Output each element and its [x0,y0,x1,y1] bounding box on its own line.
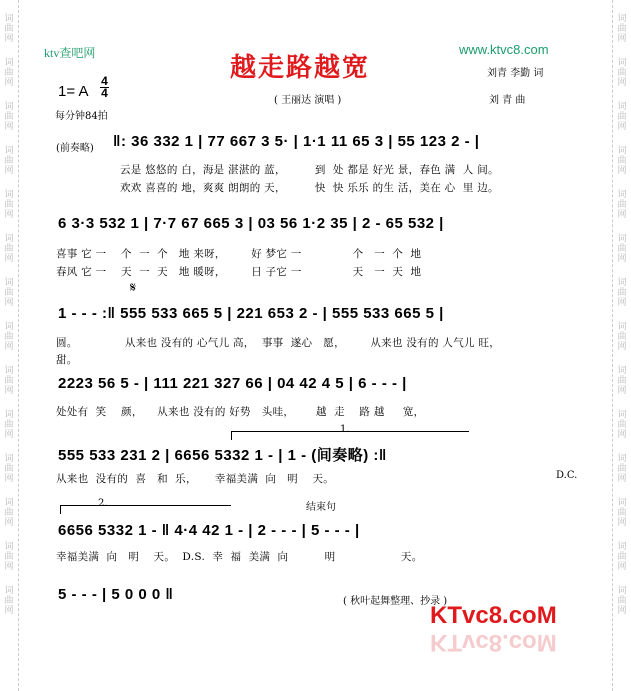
watermark-char: 词 [4,278,14,288]
watermark-char: 网 [617,562,627,572]
watermark-char: 网 [617,34,627,44]
site-name-left: ktv查吧网 [44,46,96,60]
watermark-unit [617,322,626,352]
lyrics-row-2-verse-1: 喜事 它 一 个 一 个 地 来呀， 好 梦它 一 个 一 个 地 [56,248,422,260]
watermark-unit [617,498,626,528]
watermark-char: 曲 [4,508,14,518]
watermark-char: 网 [4,254,14,264]
watermark-unit [617,366,626,396]
watermark-char: 曲 [4,376,14,386]
song-title: 越走路越宽 [230,53,371,83]
watermark-char: 网 [4,210,14,220]
watermark-unit [617,234,626,264]
watermark-char: 曲 [617,376,627,386]
watermark-char: 词 [617,498,627,508]
watermark-char: 曲 [617,244,627,254]
watermark-char: 曲 [4,200,14,210]
watermark-char: 曲 [617,68,627,78]
lyrics-row-1-verse-2: 欢欢 喜喜的 地，爽爽 朗朗的 天， 快 快 乐乐 的生 活，美在 心 里 边。 [120,182,499,194]
lyrics-row-3-verse-2: 甜。 [56,354,78,366]
watermark-unit [4,542,13,572]
watermark-char: 曲 [617,24,627,34]
notation-row-6: 6656 5332 1 - ‖ 4·4 42 1 - | 2 - - - | 5 - - - | [58,522,360,539]
time-signature-top: 4 [101,74,108,88]
watermark-char: 词 [617,102,627,112]
watermark-char: 网 [4,518,14,528]
watermark-char: 网 [4,342,14,352]
watermark-char: 词 [617,190,627,200]
left-watermark-column [0,0,19,691]
watermark-char: 词 [617,58,627,68]
watermark-char: 曲 [4,112,14,122]
watermark-char: 曲 [617,200,627,210]
watermark-char: 词 [4,14,14,24]
watermark-char: 网 [4,122,14,132]
site-url-right: www.ktvc8.com [459,42,549,57]
watermark-char: 曲 [617,508,627,518]
notation-row-5: 555 533 231 2 | 6656 5332 1 - | 1 - (间奏略) :‖ [58,447,387,464]
arranger-credit: ( 秋叶起舞整理、抄录 ) [343,596,448,607]
watermark-char: 曲 [4,288,14,298]
volta-1-label: 1. [340,424,350,435]
lyrics-row-1-verse-1: 云是 悠悠的 白，海是 湛湛的 蓝， 到 处 都是 好光 景，春色 满 人 间。 [120,164,499,176]
watermark-char: 网 [617,254,627,264]
watermark-char: 词 [617,410,627,420]
watermark-char: 网 [4,606,14,616]
lyrics-row-4: 处处有 笑 颜， 从来也 没有的 好势 头哇， 越 走 路 越 宽， [56,406,425,418]
watermark-char: 网 [4,166,14,176]
notation-row-3: 1 - - - :‖ 555 533 665 5 | 221 653 2 - | 555 533 665 5 | [58,305,444,322]
watermark-char: 网 [4,474,14,484]
watermark-unit [4,410,13,440]
watermark-unit [617,410,626,440]
segno-sign: 𝄋 [130,280,137,296]
watermark-char: 词 [4,410,14,420]
watermark-char: 曲 [4,596,14,606]
watermark-char: 网 [617,342,627,352]
lyricist-credit: 刘青 李勤 词 [487,68,544,79]
watermark-char: 曲 [4,244,14,254]
watermark-char: 词 [617,146,627,156]
watermark-char: 曲 [4,332,14,342]
volta-2-label: 2. [98,498,108,509]
lyrics-row-3-verse-1: 圆。 从来也 没有的 心气儿 高， 事事 遂心 愿， 从来也 没有的 人气儿 旺， [56,337,501,349]
watermark-unit [4,102,13,132]
prelude-note: (前奏略) [56,143,94,154]
watermark-char: 曲 [617,288,627,298]
volta-bracket-1 [231,431,469,440]
ending-label: 结束句 [306,502,336,513]
watermark-char: 网 [4,562,14,572]
notation-row-4: 2223 56 5 - | 111 221 327 66 | 04 42 4 5 | 6 - - - | [58,375,407,392]
watermark-char: 曲 [617,464,627,474]
watermark-char: 词 [4,454,14,464]
watermark-unit [617,586,626,616]
watermark-char: 曲 [4,464,14,474]
watermark-char: 网 [617,122,627,132]
composer-credit: 刘 青 曲 [489,95,526,106]
watermark-unit [4,146,13,176]
watermark-unit [617,190,626,220]
watermark-char: 词 [4,190,14,200]
watermark-char: 曲 [617,112,627,122]
right-watermark-column [612,0,631,691]
watermark-char: 词 [4,234,14,244]
watermark-unit [617,146,626,176]
watermark-char: 网 [617,210,627,220]
watermark-char: 词 [617,366,627,376]
watermark-unit [4,498,13,528]
ktvc8-logo-reflection: KTvc8.coM [430,629,557,656]
watermark-char: 词 [617,586,627,596]
watermark-char: 词 [4,366,14,376]
watermark-unit [4,366,13,396]
watermark-char: 词 [617,278,627,288]
watermark-char: 词 [4,542,14,552]
key-signature: 1= A [58,83,89,100]
watermark-unit [4,586,13,616]
watermark-char: 曲 [4,552,14,562]
watermark-unit [4,14,13,44]
watermark-char: 网 [4,430,14,440]
watermark-char: 网 [617,78,627,88]
watermark-char: 网 [617,386,627,396]
watermark-char: 词 [617,14,627,24]
watermark-char: 词 [4,146,14,156]
watermark-unit [4,58,13,88]
watermark-char: 网 [4,34,14,44]
watermark-char: 曲 [4,68,14,78]
watermark-char: 词 [4,586,14,596]
watermark-char: 词 [4,322,14,332]
tempo-marking: 每分钟84拍 [55,111,108,122]
watermark-char: 网 [617,518,627,528]
ktvc8-logo: KTvc8.coM [430,602,557,629]
singer-credit: ( 王丽达 演唱 ) [274,95,342,106]
time-signature-bottom: 4 [101,86,108,100]
watermark-char: 词 [4,102,14,112]
watermark-char: 网 [617,166,627,176]
watermark-unit [4,322,13,352]
watermark-char: 词 [4,498,14,508]
watermark-char: 词 [617,454,627,464]
watermark-char: 网 [4,298,14,308]
watermark-char: 词 [617,234,627,244]
watermark-char: 词 [4,58,14,68]
watermark-char: 曲 [617,156,627,166]
watermark-unit [4,234,13,264]
watermark-char: 曲 [4,156,14,166]
watermark-char: 曲 [617,420,627,430]
watermark-unit [4,278,13,308]
time-signature [100,76,109,99]
dc-marking: D.C. [556,470,578,481]
lyrics-row-5: 从来也 没有的 喜 和 乐， 幸福美满 向 明 天。 [56,473,335,485]
notation-row-2: 6 3·3 532 1 | 7·7 67 665 3 | 03 56 1·2 35 | 2 - 65 532 | [58,215,444,232]
watermark-char: 网 [4,386,14,396]
watermark-unit [617,278,626,308]
watermark-char: 曲 [617,332,627,342]
watermark-char: 网 [617,298,627,308]
watermark-char: 词 [617,322,627,332]
notation-row-1: ‖: 36 332 1 | 77 667 3 5· | 1·1 11 65 3 | 55 123 2 - | [113,133,480,150]
watermark-unit [617,58,626,88]
watermark-char: 网 [617,430,627,440]
watermark-char: 网 [617,474,627,484]
watermark-char: 网 [617,606,627,616]
watermark-unit [4,190,13,220]
lyrics-row-2-verse-2: 春风 它 一 天 一 天 地 暖呀， 日 子它 一 天 一 天 地 [56,266,422,278]
watermark-char: 曲 [4,420,14,430]
watermark-char: 词 [617,542,627,552]
notation-row-7: 5 - - - | 5 0 0 0 ‖ [58,586,174,603]
volta-bracket-2 [60,505,231,514]
watermark-unit [617,102,626,132]
watermark-unit [617,542,626,572]
watermark-char: 网 [4,78,14,88]
watermark-char: 曲 [4,24,14,34]
watermark-unit [617,14,626,44]
watermark-char: 曲 [617,596,627,606]
watermark-char: 曲 [617,552,627,562]
watermark-unit [617,454,626,484]
watermark-unit [4,454,13,484]
lyrics-row-6: 幸福美满 向 明 天。 D.S. 幸 福 美满 向 明 天。 [56,551,423,563]
